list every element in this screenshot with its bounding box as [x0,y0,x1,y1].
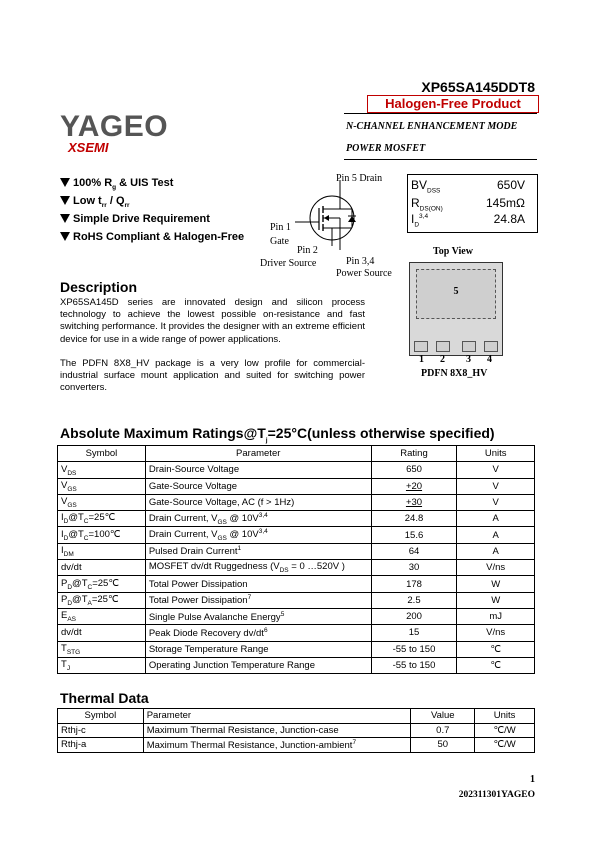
document-code: 202311301YAGEO [458,790,535,800]
pin-label-gate: Gate [270,236,289,247]
pin-label-power-source: Power Source [336,268,392,279]
symbol-cell: dv/dt [58,560,146,576]
bullet-triangle-icon [60,214,70,223]
device-type-line2: POWER MOSFET [346,143,426,154]
column-header: Rating [371,446,457,462]
table-header-row [58,709,535,724]
bullet-triangle-icon [60,196,70,205]
column-header: Value [411,709,475,724]
thermal-data-table [57,708,535,753]
units-cell: ℃/W [475,738,535,753]
parameter-cell: Gate-Source Voltage [145,478,371,494]
symbol-cell: Rthj-c [58,723,144,738]
parameter-cell: Peak Diode Recovery $dv/dt^6$ [145,625,371,641]
value-cell: 0.7 [411,723,475,738]
feature-item: Simple Drive Requirement [60,213,210,225]
rating-cell: 30 [371,560,457,576]
amr-heading: Absolute Maximum $Ratings@T_j=25^\circ C(unless$ otherwise specified) [60,425,495,444]
device-type-line1: N-CHANNEL ENHANCEMENT MODE [346,121,518,132]
parameter-cell: Total Power Dissipation [145,576,371,592]
rating-cell: -55 to 150 [371,641,457,657]
rating-cell: -55 to 150 [371,657,457,673]
symbol-cell: $V_{GS}$ [58,478,146,494]
top-view-label: Top View [433,246,473,257]
pin-label-gate-num: Pin 1 [270,222,291,233]
symbol-cell: $I_{DM}$ [58,543,146,559]
units-cell: W [457,592,535,608]
table-row [58,527,535,543]
bullet-triangle-icon [60,178,70,187]
rating-cell: 2.5 [371,592,457,608]
symbol-cell: $E_{AS}$ [58,608,146,624]
units-cell: V [457,494,535,510]
rating-cell: 178 [371,576,457,592]
units-cell: V/ns [457,560,535,576]
package-name: PDFN 8X8_HV [421,368,488,379]
header-rule [344,113,537,114]
feature-item: Low $t_{rr} / Q_{rr}$ [60,195,130,209]
units-cell: ℃ [457,641,535,657]
parameter-cell: Maximum Thermal Resistance, Junction-case [143,723,411,738]
package-pin-number: 3 [466,354,471,365]
parameter-cell: Operating Junction Temperature Range [145,657,371,673]
spec-row-id: $I_D^{3,4}$ 24.8A [411,212,525,229]
column-header: Parameter [143,709,411,724]
parameter-cell: Drain Current, $V_{GS}$ @ $10V^{3,4}$ [145,527,371,543]
part-number: XP65SA145DDT8 [421,79,535,95]
units-cell: ℃/W [475,723,535,738]
symbol-cell: $T_{STG}$ [58,641,146,657]
rating-cell: 64 [371,543,457,559]
package-pin-pad [414,341,428,352]
symbol-cell: $T_J$ [58,657,146,673]
package-pin-pad [462,341,476,352]
halogen-free-badge: Halogen-Free Product [367,95,539,113]
page-number: 1 [530,774,535,785]
column-header: Symbol [58,709,144,724]
key-specs-box [407,174,538,233]
logo-main-text: YAGEO [60,110,169,143]
table-header-row [58,446,535,462]
symbol-cell: $V_{GS}$ [58,494,146,510]
logo-sub-text: XSEMI [68,140,109,155]
symbol-cell: $P_D@T_A=25℃$ [58,592,146,608]
package-drawing [409,262,503,356]
units-cell: ℃ [457,657,535,673]
units-cell: A [457,511,535,527]
symbol-cell: dv/dt [58,625,146,641]
feature-item: RoHS Compliant & Halogen-Free [60,231,244,243]
table-row [58,494,535,510]
pin-label-power-num: Pin 3,4 [346,256,375,267]
units-cell: A [457,527,535,543]
parameter-cell: Maximum Thermal Resistance, Junction-ambient$^7$ [143,738,411,753]
column-header: Units [475,709,535,724]
package-pin-number: 1 [419,354,424,365]
parameter-cell: Single Pulse Avalanche Energy$^5$ [145,608,371,624]
parameter-cell: Total Power Dissipation$^7$ [145,592,371,608]
units-cell: W [457,576,535,592]
rating-cell: 650 [371,462,457,478]
parameter-cell: Drain-Source Voltage [145,462,371,478]
table-row [58,592,535,608]
absolute-max-ratings-table [57,445,535,674]
feature-item: 100% $R_g$ & UIS Test [60,177,173,191]
rating-cell: 24.8 [371,511,457,527]
table-row [58,511,535,527]
table-row [58,576,535,592]
units-cell: V [457,462,535,478]
symbol-cell: Rthj-a [58,738,144,753]
package-pin-pad [436,341,450,352]
parameter-cell: Drain Current, $V_{GS}$ @ $10V^{3,4}$ [145,511,371,527]
column-header: Parameter [145,446,371,462]
units-cell: V [457,478,535,494]
subtitle-rule [344,159,537,160]
column-header: Symbol [58,446,146,462]
package-pin-number: 2 [440,354,445,365]
package-pin-number: 4 [487,354,492,365]
parameter-cell: Gate-Source Voltage, AC (f > 1Hz) [145,494,371,510]
description-paragraph: XP65SA145D series are innovated design and silicon process technology to achieve the lowest possible on-resistance and fast switching performance. It provides the designer with an extreme efficient device for use in a wide range of power applications. [60,297,365,345]
table-row [58,723,535,738]
pin-label-drain: Pin 5 Drain [336,173,383,184]
pin-label-driver-source: Driver Source [260,258,317,269]
table-row [58,462,535,478]
rating-cell: +20 [371,478,457,494]
value-cell: 50 [411,738,475,753]
mosfet-symbol-icon [295,180,370,250]
pin-label-driver-num: Pin 2 [297,245,318,256]
spec-row-rdson: $R_{DS(ON)}$ 145mΩ [411,196,525,213]
parameter-cell: MOSFET dv/dt Ruggedness ($V_{DS} = 0$ …520V ) [145,560,371,576]
table-row [58,543,535,559]
parameter-cell: Pulsed Drain Current$^1$ [145,543,371,559]
bullet-triangle-icon [60,232,70,241]
rating-cell: 200 [371,608,457,624]
table-row [58,608,535,624]
rating-cell: 15 [371,625,457,641]
symbol-cell: $V_{DS}$ [58,462,146,478]
description-paragraph: The PDFN 8X8_HV package is a very low profile for commercial-industrial surface mount application and suited for switching power converters. [60,358,365,394]
units-cell: mJ [457,608,535,624]
spec-row-bvdss: $BV_{DSS}$ 650V [411,178,525,195]
yageo-logo [60,112,168,154]
units-cell: V/ns [457,625,535,641]
table-row [58,738,535,753]
units-cell: A [457,543,535,559]
rating-cell: +30 [371,494,457,510]
rating-cell: 15.6 [371,527,457,543]
exposed-pad: 5 [416,269,496,319]
table-row [58,625,535,641]
table-row [58,641,535,657]
column-header: Units [457,446,535,462]
table-row [58,657,535,673]
table-row [58,560,535,576]
symbol-cell: $I_D@T_C=25℃$ [58,511,146,527]
symbol-cell: $I_D@T_C=100℃$ [58,527,146,543]
thermal-heading: Thermal Data [60,690,149,706]
package-pin-pad [484,341,498,352]
parameter-cell: Storage Temperature Range [145,641,371,657]
symbol-cell: $P_D@T_C=25℃$ [58,576,146,592]
description-heading: Description [60,279,138,295]
table-row [58,478,535,494]
